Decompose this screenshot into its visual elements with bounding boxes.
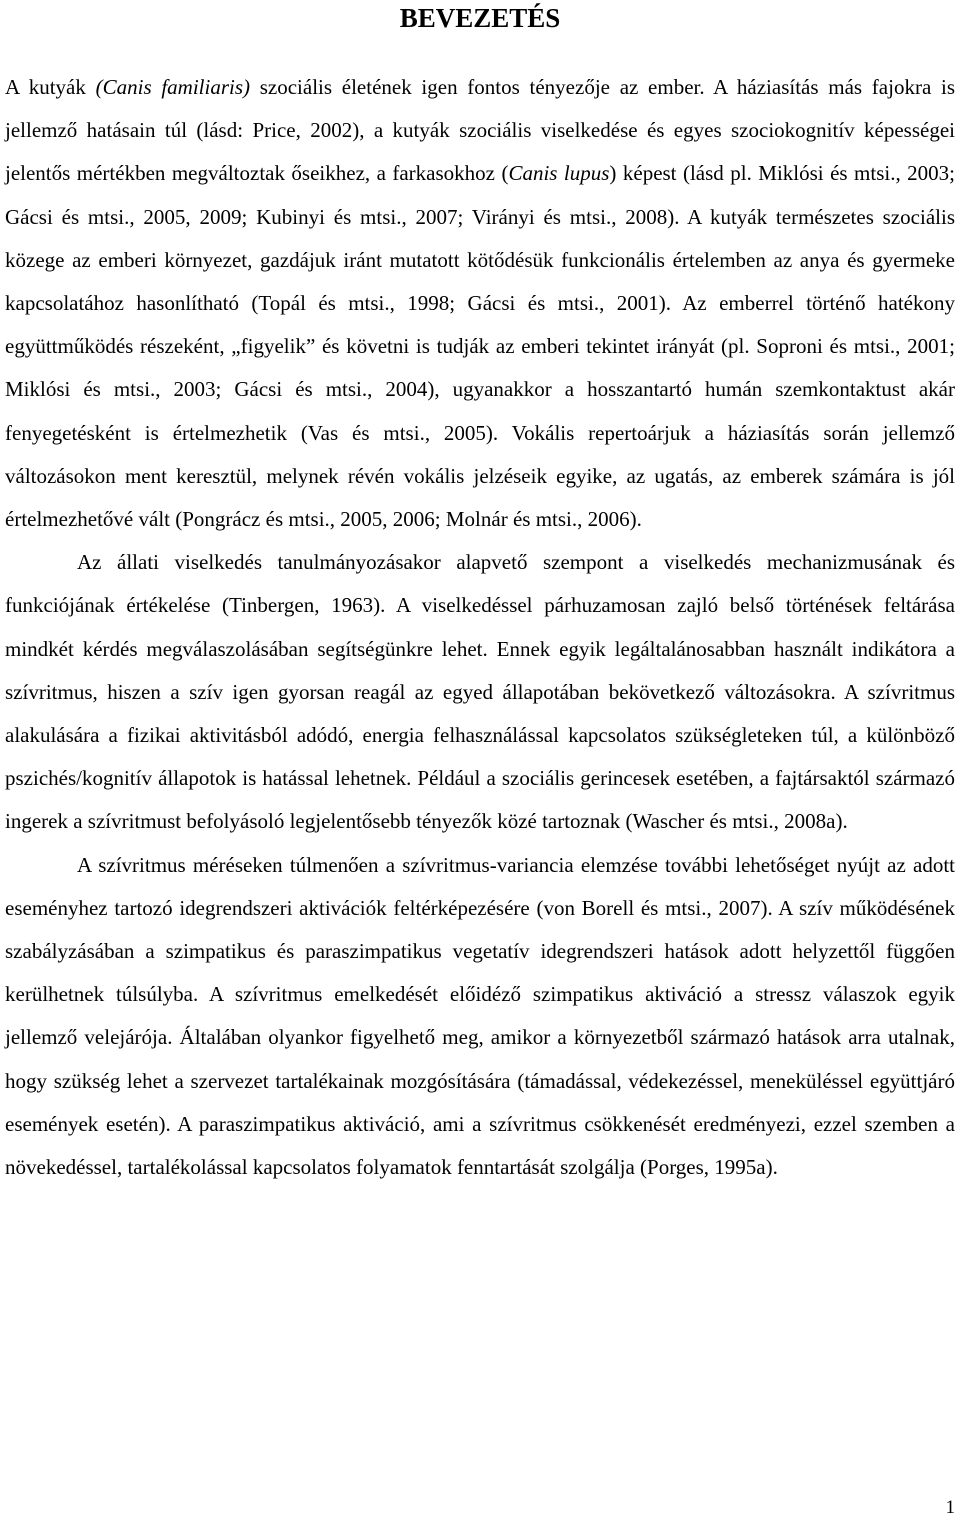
italic-species-name: Canis lupus <box>508 161 610 186</box>
chapter-heading: BEVEZETÉS <box>399 3 561 33</box>
text-run: Az állati viselkedés tanulmányozásakor alapvető szempont a viselkedés mechanizmusának és funkciójának értékelése (Tinbergen, 1963). A viselkedéssel párhuzamosan zajló belső történések feltárása mindkét kérdés megválaszolásában segítségünkre lehet. Ennek egyik legáltalánosabban használt indikátora a szívritmus, hiszen a szív igen gyorsan reagál az egyed állapotában bekövetkező változásokra. A szívritmus alakulására a fizikai aktivitásból adódó, energia felhasználással kapcsolatos szükségleteken túl, a különböző pszichés/kognitív állapotok is hatással lehetnek. Például a szociális gerincesek esetében, a fajtársaktól származó ingerek a szívritmust befolyásoló legjelentősebb tényezők közé tartoznak (Wascher és mtsi., 2008a). <box>5 550 955 834</box>
text-run: A szívritmus méréseken túlmenően a szívritmus-variancia elemzése további lehetőséget nyújt az adott eseményhez tartozó idegrendszeri aktivációk feltérképezésére (von Borell és mtsi., 2007). A szív működésének szabályzásában a szimpatikus és paraszimpatikus vegetatív idegrendszeri hatások adott helyzettől függően kerülhetnek túlsúlyba. A szívritmus emelkedését előidéző szimpatikus aktiváció a stressz válaszok egyik jellemző velejárója. Általában olyankor figyelhető meg, amikor a környezetből származó hatások arra utalnak, hogy szükség lehet a szervezet tartalékainak mozgósítására (támadással, védekezéssel, meneküléssel együttjáró események esetén). A paraszimpatikus aktiváció, ami a szívritmus csökkenését eredményezi, ezzel szemben a növekedéssel, tartalékolással kapcsolatos folyamatok fenntartását szolgálja (Porges, 1995a). <box>5 852 955 1180</box>
text-run: ) képest (lásd pl. Miklósi és mtsi., 2003; Gácsi és mtsi., 2005, 2009; Kubinyi és mtsi., 2007; Virányi és mtsi., 2008). A kutyák természetes szociális közege az emberi környezet, gazdájuk iránt mutatott kötődésük funkcionális értelemben az anya és gyermeke kapcsolatához hasonlítható (Topál és mtsi., 1998; Gácsi és mtsi., 2001). Az emberrel történő hatékony együttműködés részeként, „figyelik” és követni is tudják az emberi tekintet irányát (pl. Soproni és mtsi., 2001; Miklósi és mtsi., 2003; Gácsi és mtsi., 2004), ugyanakkor a hosszantartó humán szemkontaktust akár fenyegetésként is értelmezhetik (Vas és mtsi., 2005). Vokális repertoárjuk a háziasítás során jellemző változásokon ment keresztül, melynek révén vokális jelzéseik egyike, az ugatás, az emberek számára is jól értelmezhetővé vált (Pongrácz és mtsi., 2005, 2006; Molnár és mtsi., 2006). <box>5 161 955 532</box>
paragraph-intro <box>5 66 955 541</box>
body-text <box>5 66 955 1189</box>
text-run: A kutyák <box>5 75 96 99</box>
text-run: szociális életének igen fontos tényezője az ember. A háziasítás más fajokra is jellemző hatásain túl (lásd: Price, 2002), a kutyák szociális viselkedése és egyes szociokognitív képességei jelentős mértékben megváltoztak őseikhez, a farkasokhoz ( <box>5 75 955 186</box>
paragraph-heart-rate-variability <box>5 844 955 1190</box>
paragraph-heart-rate <box>5 541 955 843</box>
page-number: 1 <box>945 1497 955 1518</box>
italic-species-name: (Canis familiaris) <box>95 75 251 99</box>
